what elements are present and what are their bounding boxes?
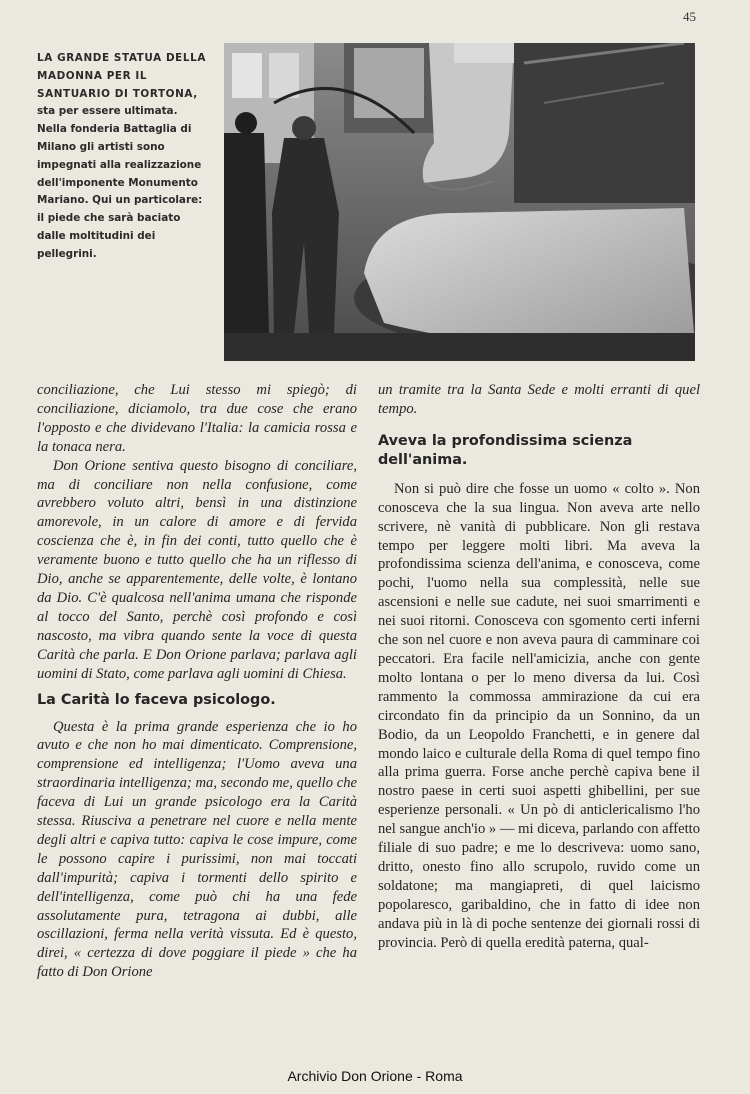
left-paragraph-2: Don Orione sentiva questo bisogno di conciliare, ma di conciliare non nella confusione, come avrebbero voluto altri, bensì in una distinzione amorevole, in un calore di amore e di fervida coscienza che è, in fin dei conti, tutto quello che è veramente buono e tutto quello che ha un riflesso di Dio, anche se apparentemente, delle volte, è lontano da Dio. C'è qualcosa nell'anima umana che risponde al tocco del Santo, perchè così profondo e così nascosto, ma vibra quando sente la voce di questa Carità che parla. E Don Orione parlava; parlava agli uomini di Stato, come parlava agli uomini di Chiesa. xyxy=(37,457,357,682)
left-column xyxy=(37,381,357,982)
caption-title: LA GRANDE STATUA DELLA MADONNA PER IL SANTUARIO DI TORTONA, xyxy=(37,52,206,100)
right-heading: Aveva la profondissima scienza dell'anima. xyxy=(378,432,633,468)
left-heading: La Carità lo faceva psicologo. xyxy=(37,691,276,708)
page-number: 45 xyxy=(683,9,696,24)
left-paragraph-3: Questa è la prima grande esperienza che io ho avuto e che non ho mai dimenticato. Comprensione, comprensione ed intelligenza; l'Uomo aveva una straordinaria intelligenza; ma, secondo me, quello che faceva di Lui un grande psicologo era la Carità stessa. Riusciva a penetrare nel cuore e nella mente degli altri e capiva tutto: capiva le cose impure, come le possono capire i purissimi, non mai toccati dall'impurità; capiva i tormenti dello spirito e dell'intelligenza, come può chi ha una fede assolutamente pura, tetragona ai dubbi, alle oscillazioni, ferma nella verità vissuta. Ed è questo, direi, « certezza di dove poggiare il piede » che ha fatto di Don Orione xyxy=(37,718,357,981)
right-paragraph-2: Non si può dire che fosse un uomo « colto ». Non conosceva che la sua lingua. Non aveva arte nello scrivere, nè vanità di pubblicare. Non gli restava tempo per leggere molti libri. Ma aveva la profondissima scienza dell'anima, e conosceva, come pochi, l'uomo nella sua complessità, nelle sue ascensioni e nelle sue cadute, nei suoi smarrimenti e nei suoi ritorni. Conosceva con sgomento certi inferni che son nel cuore e non aveva paura di camminare coi peccatori. Era facile nell'amicizia, anche con gente molto lontana o per lo meno diversa da lui. Così rammento la commossa ammirazione da cui era circondato fin da principio da un Sonnino, da un Bodio, da un Leopoldo Franchetti, e in genere dal mondo laico e culturale della Roma di quel tempo fino alla prima guerra. Forse anche perchè capiva bene il nostro paese in certi suoi aspetti ghibellini, per sue esperienze personali. « Un pò di anticlericalismo l'ho nel sangue anch'io » — mi diceva, parlando con affetto filiale di suo padre; e me lo descriveva: uomo sano, dritto, onesto fino allo scrupolo, ruvido come un soldatone; ma mangiapreti, di quel laicismo popolaresco, garibaldino, che in fatto di idee non andava più in là di poche sentenze dei giornali rossi di provincia. Però di quella eredità paterna, qual- xyxy=(378,480,700,951)
statue-foot-photo xyxy=(224,43,695,361)
photo-caption xyxy=(37,50,209,264)
right-column xyxy=(378,381,700,952)
caption-text: sta per essere ultimata. Nella fonderia Battaglia di Milano gli artisti sono impegnati alla realizzazione dell'imponente Monumento Mariano. Qui un particolare: il piede che sarà baciato dalle moltitudini dei pellegrini. xyxy=(37,105,203,260)
right-paragraph-1: un tramite tra la Santa Sede e molti erranti di quel tempo. xyxy=(378,382,700,417)
left-paragraph-1: conciliazione, che Lui stesso mi spiegò; di conciliazione, diciamolo, tra due cose che erano l'opposto e che dividevano l'Italia: la camicia rossa e la tonaca nera. xyxy=(37,382,357,455)
photo-illustration xyxy=(224,43,695,361)
archive-footer: Archivio Don Orione - Roma xyxy=(287,1068,463,1084)
